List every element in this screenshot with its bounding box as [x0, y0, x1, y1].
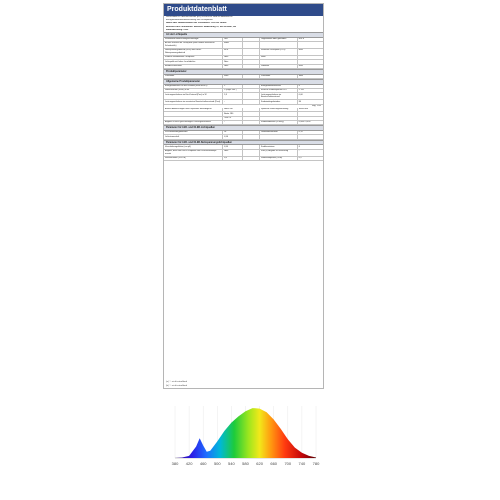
table-cell: Angabe zu einer gleichwertigen Leistungsaufnahme: [164, 121, 223, 124]
table-cell: Leistungsaufnahme im Bereitschaftszustand: [260, 93, 298, 99]
table-cell: Netzspannungsbetrieb (MLS) oder Nicht-Netzspannungsbetrieb: [164, 49, 223, 55]
table-cell: Flimmermetrik (Pst LM): [164, 157, 223, 160]
table-row: [164, 93, 323, 100]
footnote-1: (a) '-': nicht zutreffend: [166, 381, 187, 383]
table-cell: 0,70: [298, 131, 303, 134]
table-cell: Dimmbar: [260, 65, 298, 68]
table-cell: [243, 38, 260, 41]
table-cell: 2 (kugel 360°): [223, 89, 243, 92]
spectrum-svg: [163, 402, 322, 470]
datasheet: [163, 3, 324, 389]
table-cell: Hülle: [260, 56, 298, 59]
supplier-line: Name oder Handelsmarke des Lieferanten: CivilTec GmbH: [166, 22, 227, 25]
table-cell: [298, 117, 323, 120]
table-cell: Blendschutzschirm: [164, 65, 223, 68]
energy-table: [164, 85, 323, 105]
table-cell: Nein: [223, 60, 243, 63]
table-cell: [298, 60, 323, 63]
x-tick-label: 420: [185, 461, 193, 466]
x-tick-label: 660: [270, 461, 278, 466]
table-cell: [298, 112, 323, 115]
section-led: Parameter für LED- und OLED-Lichtquellen: [164, 125, 323, 131]
table-cell: Äußere Abmessungen ohne separates Betriebsgerät: [164, 108, 223, 111]
x-tick-label: 740: [298, 461, 306, 466]
table-cell: Farblich abstimmbare Lichtquelle: [164, 56, 223, 59]
table-cell: [298, 135, 323, 138]
table-cell: Nein: [298, 49, 303, 52]
x-tick-label: 580: [242, 461, 249, 466]
x-tick-label: 460: [199, 461, 207, 466]
table-cell: 0,4: [223, 157, 243, 160]
ref-note: wfg. 1.00: [312, 104, 321, 107]
table-cell: [243, 49, 260, 55]
table-row: [164, 157, 323, 161]
document-title: Produktdatenblatt: [164, 4, 323, 16]
intro-line-2: Energieeffizienzkennzeichnung von Lichtquellen: [166, 19, 213, 22]
table-cell: [243, 150, 260, 156]
section-product: Produktparameter: [164, 69, 323, 75]
x-tick-label: 500: [213, 461, 221, 466]
table-cell: Farbwiedergabeindex: [260, 100, 298, 103]
table-cell: 0,00: [298, 93, 303, 96]
table-cell: Nein: [223, 56, 243, 59]
table-cell: [243, 85, 260, 88]
table-cell: Verschiebungsfaktor (cos φ1): [164, 145, 223, 148]
table-cell: [298, 42, 323, 48]
table-row: [164, 49, 323, 56]
table-cell: 2 700: [298, 89, 304, 92]
table-cell: 0,488 / 0,409: [298, 121, 311, 124]
table-cell: [243, 157, 260, 160]
table-cell: Farbkoordinaten (x und y): [260, 121, 298, 124]
footnote-2: (b) '-': nicht zutreffend: [166, 385, 187, 387]
table-cell: 6: [298, 145, 300, 148]
table-cell: 1,8: [223, 93, 243, 99]
table-cell: Falls ja, Angabe zur Ersetzung: [260, 150, 298, 156]
table-cell: NDLS: [298, 38, 305, 40]
table-cell: 0,90: [223, 145, 243, 148]
table-cell: Nein: [223, 150, 243, 156]
table-cell: -: [223, 100, 243, 103]
table-cell: 0,96: [223, 135, 243, 138]
table-cell: Energieeffizienzklasse: [260, 85, 298, 88]
table-cell: [243, 65, 260, 68]
table-cell: LED: [223, 38, 243, 41]
x-tick-label: 700: [284, 461, 292, 466]
table-cell: [260, 112, 298, 115]
table-cell: 0,9: [298, 157, 302, 160]
table-cell: [243, 100, 260, 103]
table-cell: [243, 93, 260, 99]
section-mains: Parameter für LED- und OLED-Netzspannungslichtquellen: [164, 140, 323, 146]
table-cell: 2: [223, 85, 243, 88]
section-energy: Allgemeine Produktparameter: [164, 79, 323, 85]
general-table: [164, 38, 323, 69]
table-cell: Lichtquelle mit hoher Leuchtdichte: [164, 60, 223, 63]
table-cell: Leistungsaufnahme im vernetzten Bereitschaftszustand (Pnet): [164, 100, 223, 103]
x-axis-ticks: [172, 461, 320, 466]
table-cell: Art des Sockels der Lichtquelle (oder andere elektrische Schnittstelle): [164, 42, 223, 48]
spectral-distribution-chart: [163, 402, 322, 470]
table-cell: Nutzlichtstrom (Φuse) in lm: [164, 89, 223, 92]
mains-table: [164, 145, 323, 161]
table-cell: 80: [298, 100, 302, 103]
header-cell: [243, 75, 260, 78]
table-row: [164, 42, 323, 49]
led-table: [164, 131, 323, 140]
table-cell: [243, 42, 260, 48]
table-cell: [260, 42, 298, 48]
table-cell: Lebensdauerfaktor: [260, 131, 298, 134]
model-line: Modellkennung: 2335: [166, 28, 189, 31]
table-cell: [260, 117, 298, 120]
table-cell: R9-Farbwiedergabeindex: [164, 131, 223, 134]
table-cell: Nein: [223, 65, 243, 68]
intro-line-1: DELEGIERTE VERORDNUNG (EU) 2019/2015 DER KOMMISSION: [166, 16, 233, 18]
table-cell: -: [223, 121, 243, 124]
table-cell: Nein: [298, 65, 303, 68]
table-cell: Farbkonsistenz: [260, 145, 298, 148]
x-tick-label: 620: [256, 461, 263, 466]
table-cell: 18: [223, 131, 243, 134]
table-cell: [243, 56, 260, 59]
table-cell: [243, 108, 260, 111]
table-cell: Lichtstromerhalt: [164, 135, 223, 138]
table-cell: [298, 56, 323, 59]
table-cell: [260, 135, 298, 138]
table-cell: Spektrale Strahlungsverteilung: [260, 108, 298, 111]
table-cell: [243, 117, 260, 120]
table-cell: Höhe 180: [223, 108, 243, 111]
table-cell: Ungebündelt oder gebündelt: [260, 38, 298, 41]
table-cell: F: [298, 85, 301, 87]
address-line: Anschrift des Lieferanten: Sachsstr. Badenburg 12, 06130 Halle, DE: [166, 25, 237, 28]
table-cell: [243, 131, 260, 134]
table-cell: Breite 180: [223, 112, 243, 115]
table-cell: Leistungsaufnahme im Ein-Zustand (Pon) in W: [164, 93, 223, 99]
table-cell: [243, 60, 260, 63]
header-cell: Wert: [298, 75, 303, 78]
table-cell: [243, 112, 260, 115]
x-tick-label: 380: [171, 461, 179, 466]
table-cell: Tiefe 74: [223, 117, 243, 120]
table-cell: ähnliche Farbtemperatur in K: [260, 89, 298, 92]
table-cell: Vernetzte Lichtquelle (CLS): [260, 49, 298, 55]
x-tick-label: 540: [228, 461, 235, 466]
table-cell: Stroboskopeffekt (SVM): [260, 157, 298, 160]
table-cell: [243, 145, 260, 148]
x-tick-label: 780: [312, 461, 320, 466]
header-cell: Parameter: [260, 75, 298, 78]
spectrum-area: [175, 408, 316, 458]
table-cell: [243, 121, 260, 124]
table-row: [164, 150, 323, 157]
table-cell: MLS: [223, 49, 243, 55]
header-cell: Parameter: [164, 75, 223, 78]
header-cell: Wert: [223, 75, 243, 78]
table-cell: [164, 112, 223, 115]
table-cell: [243, 89, 260, 92]
table-cell: Verwendete Beleuchtungstechnologie: [164, 38, 223, 41]
table-cell: [243, 135, 260, 138]
table-cell: Angabe, dass eine LED-Lichtquelle eine Leuchtstofflampe ersetzt: [164, 150, 223, 156]
table-cell: [260, 60, 298, 63]
table-cell: [164, 117, 223, 120]
section-general: Art der Lichtquelle: [164, 32, 323, 38]
table-cell: kabel: [223, 42, 243, 48]
table-cell: Siehe Bild: [298, 108, 308, 111]
table-cell: -: [298, 150, 300, 153]
misc-table: [164, 108, 323, 126]
table-cell: Energieverbrauch im Ein-Zustand (kWh/1000 h): [164, 85, 223, 88]
